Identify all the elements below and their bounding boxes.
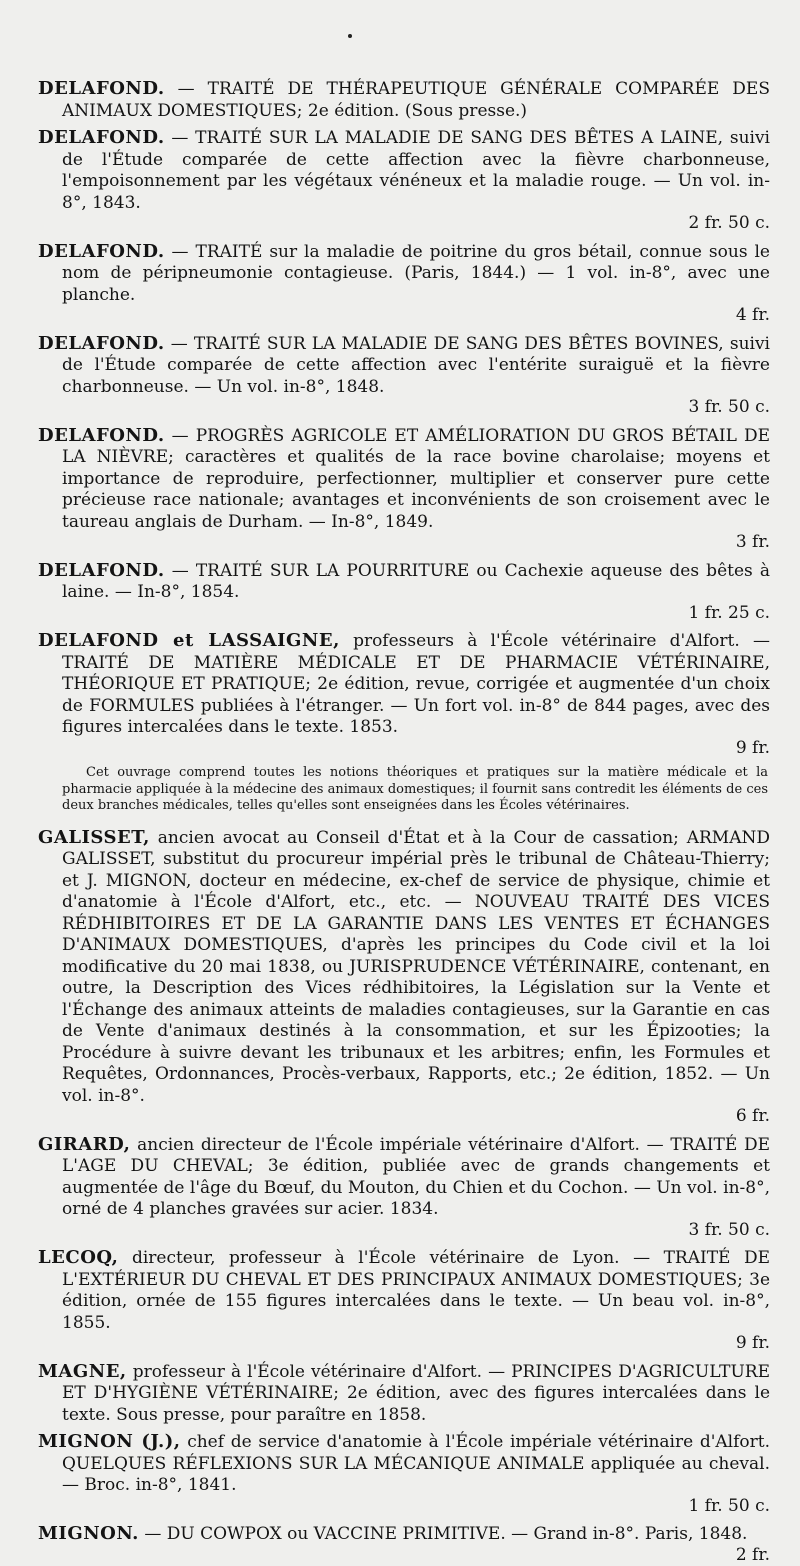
catalog-entry [38,127,770,235]
entry-text: directeur, professeur à l'École vétérinaire de Lyon. — TRAITÉ DE L'EXTÉRIEUR DU CHEVAL ET DES PRINCIPAUX ANIMAUX DOMESTIQUES; 3e édition, ornée de 155 figures intercalées dans le texte. — Un beau vol. in-8°, 1855. [62,1248,770,1333]
catalog-entry [38,1431,770,1517]
entry-price: 3 fr. 50 c. [62,1220,770,1242]
entry-text: chef de service d'anatomie à l'École impériale vétérinaire d'Alfort. QUELQUES RÉFLEXIONS SUR LA MÉCANIQUE ANIMALE appliquée au cheval. — Broc. in-8°, 1841. [62,1432,770,1495]
entry-author: MIGNON. [38,1523,139,1544]
entry-price: 3 fr. 50 c. [62,397,770,419]
entry-author: DELAFOND et LASSAIGNE, [38,630,340,651]
entry-author: DELAFOND. [38,560,165,581]
catalog-entry [38,1134,770,1242]
catalog-entry [38,1523,770,1566]
catalog-entry [38,1361,770,1427]
entry-author: MIGNON (J.), [38,1431,181,1452]
entry-price: 9 fr. [62,738,770,760]
catalog-entry [38,1247,770,1355]
entry-text: — TRAITÉ sur la maladie de poitrine du gros bétail, connue sous le nom de péripneumonie contagieuse. (Paris, 1844.) — 1 vol. in-8°, avec une planche. [62,242,770,305]
printer-dot [348,34,352,38]
entry-text: — TRAITÉ DE THÉRAPEUTIQUE GÉNÉRALE COMPARÉE DES ANIMAUX DOMESTIQUES; 2e édition. (Sous presse.) [62,79,770,121]
catalog-entry [38,241,770,327]
entry-price: 2 fr. 50 c. [62,213,770,235]
entry-price: 1 fr. 25 c. [62,603,770,625]
entry-text: — TRAITÉ SUR LA MALADIE DE SANG DES BÊTES A LAINE, suivi de l'Étude comparée de cette affection avec la fièvre charbonneuse, l'empoisonnement par les végétaux vénéneux et la maladie rouge. — Un vol. in-8°, 1843. [62,128,770,213]
entry-author: DELAFOND. [38,78,165,99]
entry-text: ancien avocat au Conseil d'État et à la Cour de cassation; ARMAND GALISSET, substitut du procureur impérial près le tribunal de Château-Thierry; et J. MIGNON, docteur en médecine, ex-chef de service de physique, chimie et d'anatomie à l'École d'Alfort, etc., etc. — NOUVEAU TRAITÉ DES VICES RÉDHIBITOIRES ET DE LA GARANTIE DANS LES VENTES ET ÉCHANGES D'ANIMAUX DOMESTIQUES, d'après les principes du Code civil et la loi modificative du 20 mai 1838, ou JURISPRUDENCE VÉTÉRINAIRE, contenant, en outre, la Description des Vices rédhibitoires, la Législation sur la Vente et l'Échange des animaux atteints de maladies contagieuses, sur la Garantie en cas de Vente d'animaux destinés à la consommation, et sur les Épizooties; la Procédure à suivre devant les tribunaux et les arbitres; enfin, les Formules et Requêtes, Ordonnances, Procès-verbaux, Rapports, etc.; 2e édition, 1852. — Un vol. in-8°. [62,828,770,1106]
entry-text: — PROGRÈS AGRICOLE ET AMÉLIORATION DU GROS BÉTAIL DE LA NIÈVRE; caractères et qualités de la race bovine charolaise; moyens et importance de reproduire, perfectionner, multiplier et conserver pure cette précieuse race nationale; avantages et inconvénients de son croisement avec le taureau anglais de Durham. — In-8°, 1849. [62,426,770,532]
catalog-entry [38,333,770,419]
entry-author: DELAFOND. [38,127,165,148]
entry-author: DELAFOND. [38,241,165,262]
entry-text: ancien directeur de l'École impériale vétérinaire d'Alfort. — TRAITÉ DE L'AGE DU CHEVAL; 3e édition, publiée avec de grands changements et augmentée de l'âge du Bœuf, du Mouton, du Chien et du Cochon. — Un vol. in-8°, orné de 4 planches gravées sur acier. 1834. [62,1135,770,1220]
entry-author: GIRARD, [38,1134,130,1155]
entry-text: — TRAITÉ SUR LA POURRITURE ou Cachexie aqueuse des bêtes à laine. — In-8°, 1854. [62,561,770,603]
catalog-entry [38,560,770,625]
entry-text: — TRAITÉ SUR LA MALADIE DE SANG DES BÊTES BOVINES, suivi de l'Étude comparée de cette affection avec l'entérite suraiguë et la fièvre charbonneuse. — Un vol. in-8°, 1848. [62,334,770,397]
entry-price: 4 fr. [62,305,770,327]
catalog-entry [38,630,770,759]
catalog-entry [38,425,770,554]
entry-text: professeurs à l'École vétérinaire d'Alfort. — TRAITÉ DE MATIÈRE MÉDICALE ET DE PHARMACIE VÉTÉRINAIRE, THÉORIQUE ET PRATIQUE; 2e édition, revue, corrigée et augmentée d'un choix de FORMULES publiées à l'étranger. — Un fort vol. in-8° de 844 pages, avec des figures intercalées dans le texte. 1853. [62,631,770,737]
entry-price: 1 fr. 50 c. [62,1496,770,1518]
catalog-entry [38,78,770,122]
entry-price: 2 fr. [62,1545,770,1566]
entry-note: Cet ouvrage comprend toutes les notions théoriques et pratiques sur la matière médicale et la pharmacie appliquée à la médecine des animaux domestiques; il fournit sans contredit les éléments de ces deux branches médicales, telles qu'elles sont enseignées dans les Écoles vétérinaires. [62,765,768,815]
entry-price: 3 fr. [62,532,770,554]
entry-author: GALISSET, [38,827,150,848]
entry-author: MAGNE, [38,1361,127,1382]
entry-price: 9 fr. [62,1333,770,1355]
entry-author: DELAFOND. [38,425,165,446]
entry-text: — DU COWPOX ou VACCINE PRIMITIVE. — Grand in-8°. Paris, 1848. [139,1524,748,1544]
entry-author: LECOQ, [38,1247,118,1268]
catalog-entry [38,827,770,1128]
entry-text: professeur à l'École vétérinaire d'Alfort. — PRINCIPES D'AGRICULTURE ET D'HYGIÈNE VÉTÉRINAIRE; 2e édition, avec des figures intercalées dans le texte. Sous presse, pour paraître en 1858. [62,1362,770,1425]
entry-author: DELAFOND. [38,333,165,354]
entry-price: 6 fr. [62,1106,770,1128]
